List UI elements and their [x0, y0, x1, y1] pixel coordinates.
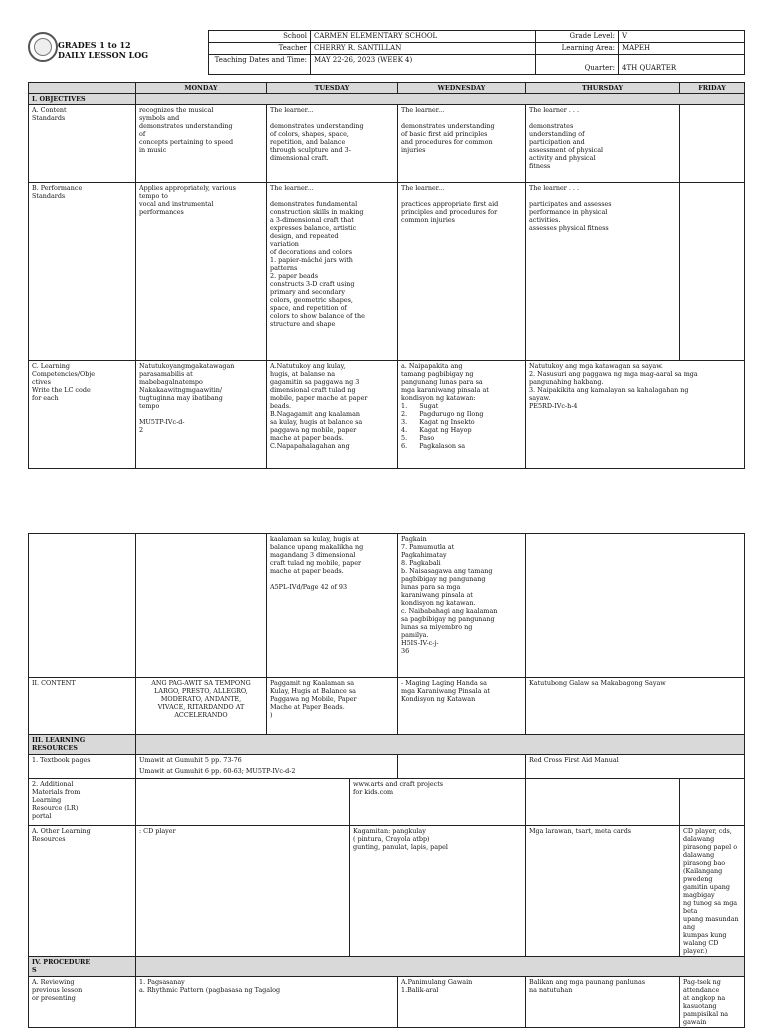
content-tue: Paggamit ng Kaalaman sa Kulay, Hugis at Balance sa Paggawa ng Mobile, Paper Mache at Paper Beads. )	[267, 678, 398, 735]
procedures-heading: IV. PROCEDURE S	[29, 957, 136, 977]
list-item: 5. Paso	[401, 434, 435, 442]
reviewing-tue: A.Panimulang Gawain 1.Balik-aral	[398, 977, 526, 1028]
reviewing-thu: Pag-tsek ng attendance at angkop na kasuotang pampisikal na gawain	[680, 977, 745, 1028]
performance-standards-wed: The learner... practices appropriate first aid principles and procedures for common injuries	[398, 183, 526, 361]
continuation-label	[29, 534, 136, 678]
continuation-wed: Pagkain 7. Pamumutla at Pagkahimatay 8. Pagkabali b. Naisasagawa ang tamang pagbibigay ng pangunang lunas para sa mga karaniwang pinsala at kondisyon ng katawan. c. Naibabahagi ang kaalaman sa pagbibigay ng pangunang lunas sa miyembro ng pamilya. H5IS-IV-c-j- 36	[398, 534, 526, 678]
learning-competencies-label: C. Learning Competencies/Obje ctives Write the LC code for each	[29, 361, 136, 469]
performance-standards-label: B. Performance Standards	[29, 183, 136, 361]
school-label: School	[209, 31, 311, 43]
additional-materials-fri	[680, 779, 745, 826]
other-resources-label: A. Other Learning Resources	[29, 826, 136, 957]
list-item: 1. Sugat	[401, 402, 439, 410]
day-header-thursday: THURSDAY	[526, 83, 680, 94]
day-header-wednesday: WEDNESDAY	[398, 83, 526, 94]
content-thu: Katutubong Galaw sa Makabagong Sayaw	[526, 678, 745, 735]
reviewing-wed: Balikan ang mga paunang panlunas na natutuhan	[526, 977, 680, 1028]
other-resources-tue: Kagamitan: pangkulay ( pintura, Crayola atbp) gunting, panulat, lapis, papel	[350, 826, 526, 957]
additional-materials-label: 2. Additional Materials from Learning Resource (LR) portal	[29, 779, 136, 826]
other-resources-wed: Mga larawan, tsart, meta cards	[526, 826, 680, 957]
content-standards-wed: The learner... demonstrates understanding of basic first aid principles and procedures for common injuries	[398, 105, 526, 183]
form-title-line2: DAILY LESSON LOG	[58, 50, 149, 60]
learning-area-value: MAPEH	[619, 43, 745, 55]
reviewing-previous-lesson-label: A. Reviewing previous lesson or presenting	[29, 977, 136, 1028]
continuation-thu	[526, 534, 745, 678]
content-standards-fri	[680, 105, 745, 183]
wed-competency-intro: a. Naipapakita ang tamang pagbibigay ng pangunang lunas para sa mga karaniwang pinsala at kondisyon ng katawan:	[401, 362, 489, 402]
teacher-label: Teacher	[209, 43, 311, 55]
lesson-log-table-page2	[28, 533, 745, 1028]
content-standards-mon: recognizes the musical symbols and demonstrates understanding of concepts pertaining to speed in music	[136, 105, 267, 183]
quarter-label: Quarter:	[536, 54, 619, 74]
performance-standards-fri	[680, 183, 745, 361]
additional-materials-tue: www.arts and craft projects for kids.com	[350, 779, 526, 826]
list-item: 6. Pagkalason sa	[401, 442, 466, 450]
reviewing-mon: 1. Pagsasanay a. Rhythmic Pattern (pagbasasa ng Tagalog	[136, 977, 398, 1028]
learning-competencies-mon: Natutukoyangmgakatawagan parasamabilis at mabebagalnatempo Nakakaawitngmgaawitin/ tugtuginna may ibatibang tempo MU5TP-IVc-d- 2	[136, 361, 267, 469]
learning-competencies-wed	[398, 361, 526, 469]
content-wed: - Maging Laging Handa sa mga Karaniwang Pinsala at Kondisyon ng Katawan	[398, 678, 526, 735]
list-item: 2. Pagdurugo ng Ilong	[401, 410, 484, 418]
performance-standards-mon: Applies appropriately, various tempo to vocal and instrumental performances	[136, 183, 267, 361]
textbook-pages-thu: Red Cross First Aid Manual	[526, 755, 745, 779]
list-item: 3. Kagat ng Insekto	[401, 418, 475, 426]
additional-materials-thu	[526, 779, 680, 826]
learning-competencies-tue: A.Natutukoy ang kulay, hugis, at balanse na gagamitin sa paggawa ng 3 dimensional craft tulad ng mobile, paper mache at paper beads. B.Nagagamit ang kaalaman sa kulay, hugis at balance sa paggawa ng mobile, paper mache at paper beads. C.Napapahalagahan ang	[267, 361, 398, 469]
quarter-value: 4TH QUARTER	[619, 54, 745, 74]
school-value: CARMEN ELEMENTARY SCHOOL	[311, 31, 536, 43]
day-header-tuesday: TUESDAY	[267, 83, 398, 94]
teacher-value: CHERRY R. SANTILLAN	[311, 43, 536, 55]
deped-seal-logo	[28, 32, 58, 62]
other-resources-mon: : CD player	[136, 826, 350, 957]
content-heading: II. CONTENT	[29, 678, 136, 735]
list-item: 4. Kagat ng Hayop	[401, 426, 472, 434]
other-resources-thu: CD player, cds, dalawang pirasong papel o dalawang pirasong bao (Kailangang pwedeng gamitin upang magbigay ng tunog sa mga beta upang masundan ang kumpas kung walang CD player.)	[680, 826, 745, 957]
continuation-mon	[136, 534, 267, 678]
content-standards-thu: The learner . . . demonstrates understanding of participation and assessment of physical activity and physical fitness	[526, 105, 680, 183]
header-info-table	[208, 30, 745, 75]
content-mon: ANG PAG-AWIT SA TEMPONG LARGO, PRESTO, ALLEGRO, MODERATO, ANDANTE, VIVACE, RITARDANDO AT ACCELERANDO	[136, 678, 267, 735]
textbook-line1: Umawit at Gumuhit 5 pp. 73-76	[139, 756, 242, 764]
day-header-friday: FRIDAY	[680, 83, 745, 94]
textbook-line2: Umawit at Gumuhit 6 pp. 60-63; MU5TP-IVc-d-2	[139, 767, 296, 775]
lesson-log-table-page1	[28, 82, 745, 469]
teaching-dates-value: MAY 22-26, 2023 (WEEK 4)	[311, 54, 536, 74]
textbook-pages-mon-tue	[136, 755, 398, 779]
corner-cell	[29, 83, 136, 94]
textbook-pages-label: 1. Textbook pages	[29, 755, 136, 779]
day-header-monday: MONDAY	[136, 83, 267, 94]
content-standards-label: A. Content Standards	[29, 105, 136, 183]
objectives-heading: I. OBJECTIVES	[29, 94, 136, 105]
learning-area-label: Learning Area:	[536, 43, 619, 55]
additional-materials-mon	[136, 779, 350, 826]
wed-injury-list	[401, 402, 522, 450]
teaching-dates-label: Teaching Dates and Time:	[209, 54, 311, 74]
performance-standards-thu: The learner . . . participates and assesses performance in physical activities. assesses physical fitness	[526, 183, 680, 361]
continuation-tue: kaalaman sa kulay, hugis at balance upang makalikha ng magandang 3 dimensional craft tulad ng mobile, paper mache at paper beads. A5PL-IVd/Page 42 of 93	[267, 534, 398, 678]
grade-level-label: Grade Level:	[536, 31, 619, 43]
grade-level-value: V	[619, 31, 745, 43]
form-title-line1: GRADES 1 to 12	[58, 40, 131, 50]
learning-resources-heading: III. LEARNING RESOURCES	[29, 735, 136, 755]
content-standards-tue: The learner... demonstrates understanding of colors, shapes, space, repetition, and balance through sculpture and 3- dimensional craft.	[267, 105, 398, 183]
performance-standards-tue: The learner... demonstrates fundamental construction skills in making a 3-dimensional craft that expresses balance, artistic design, and repeated variation of decorations and colors 1. papier-mâché jars with patterns 2. paper beads constructs 3-D craft using primary and secondary colors, geometric shapes, space, and repetition of colors to show balance of the structure and shape	[267, 183, 398, 361]
learning-competencies-thu: Natutukoy ang mga katawagan sa sayaw. 2. Nasusuri ang paggawa ng mga mag-aaral sa mga pangunahing hakbang. 3. Naipakikita ang kamalayan sa kahalagahan ng sayaw. PE5RD-IVc-h-4	[526, 361, 745, 469]
